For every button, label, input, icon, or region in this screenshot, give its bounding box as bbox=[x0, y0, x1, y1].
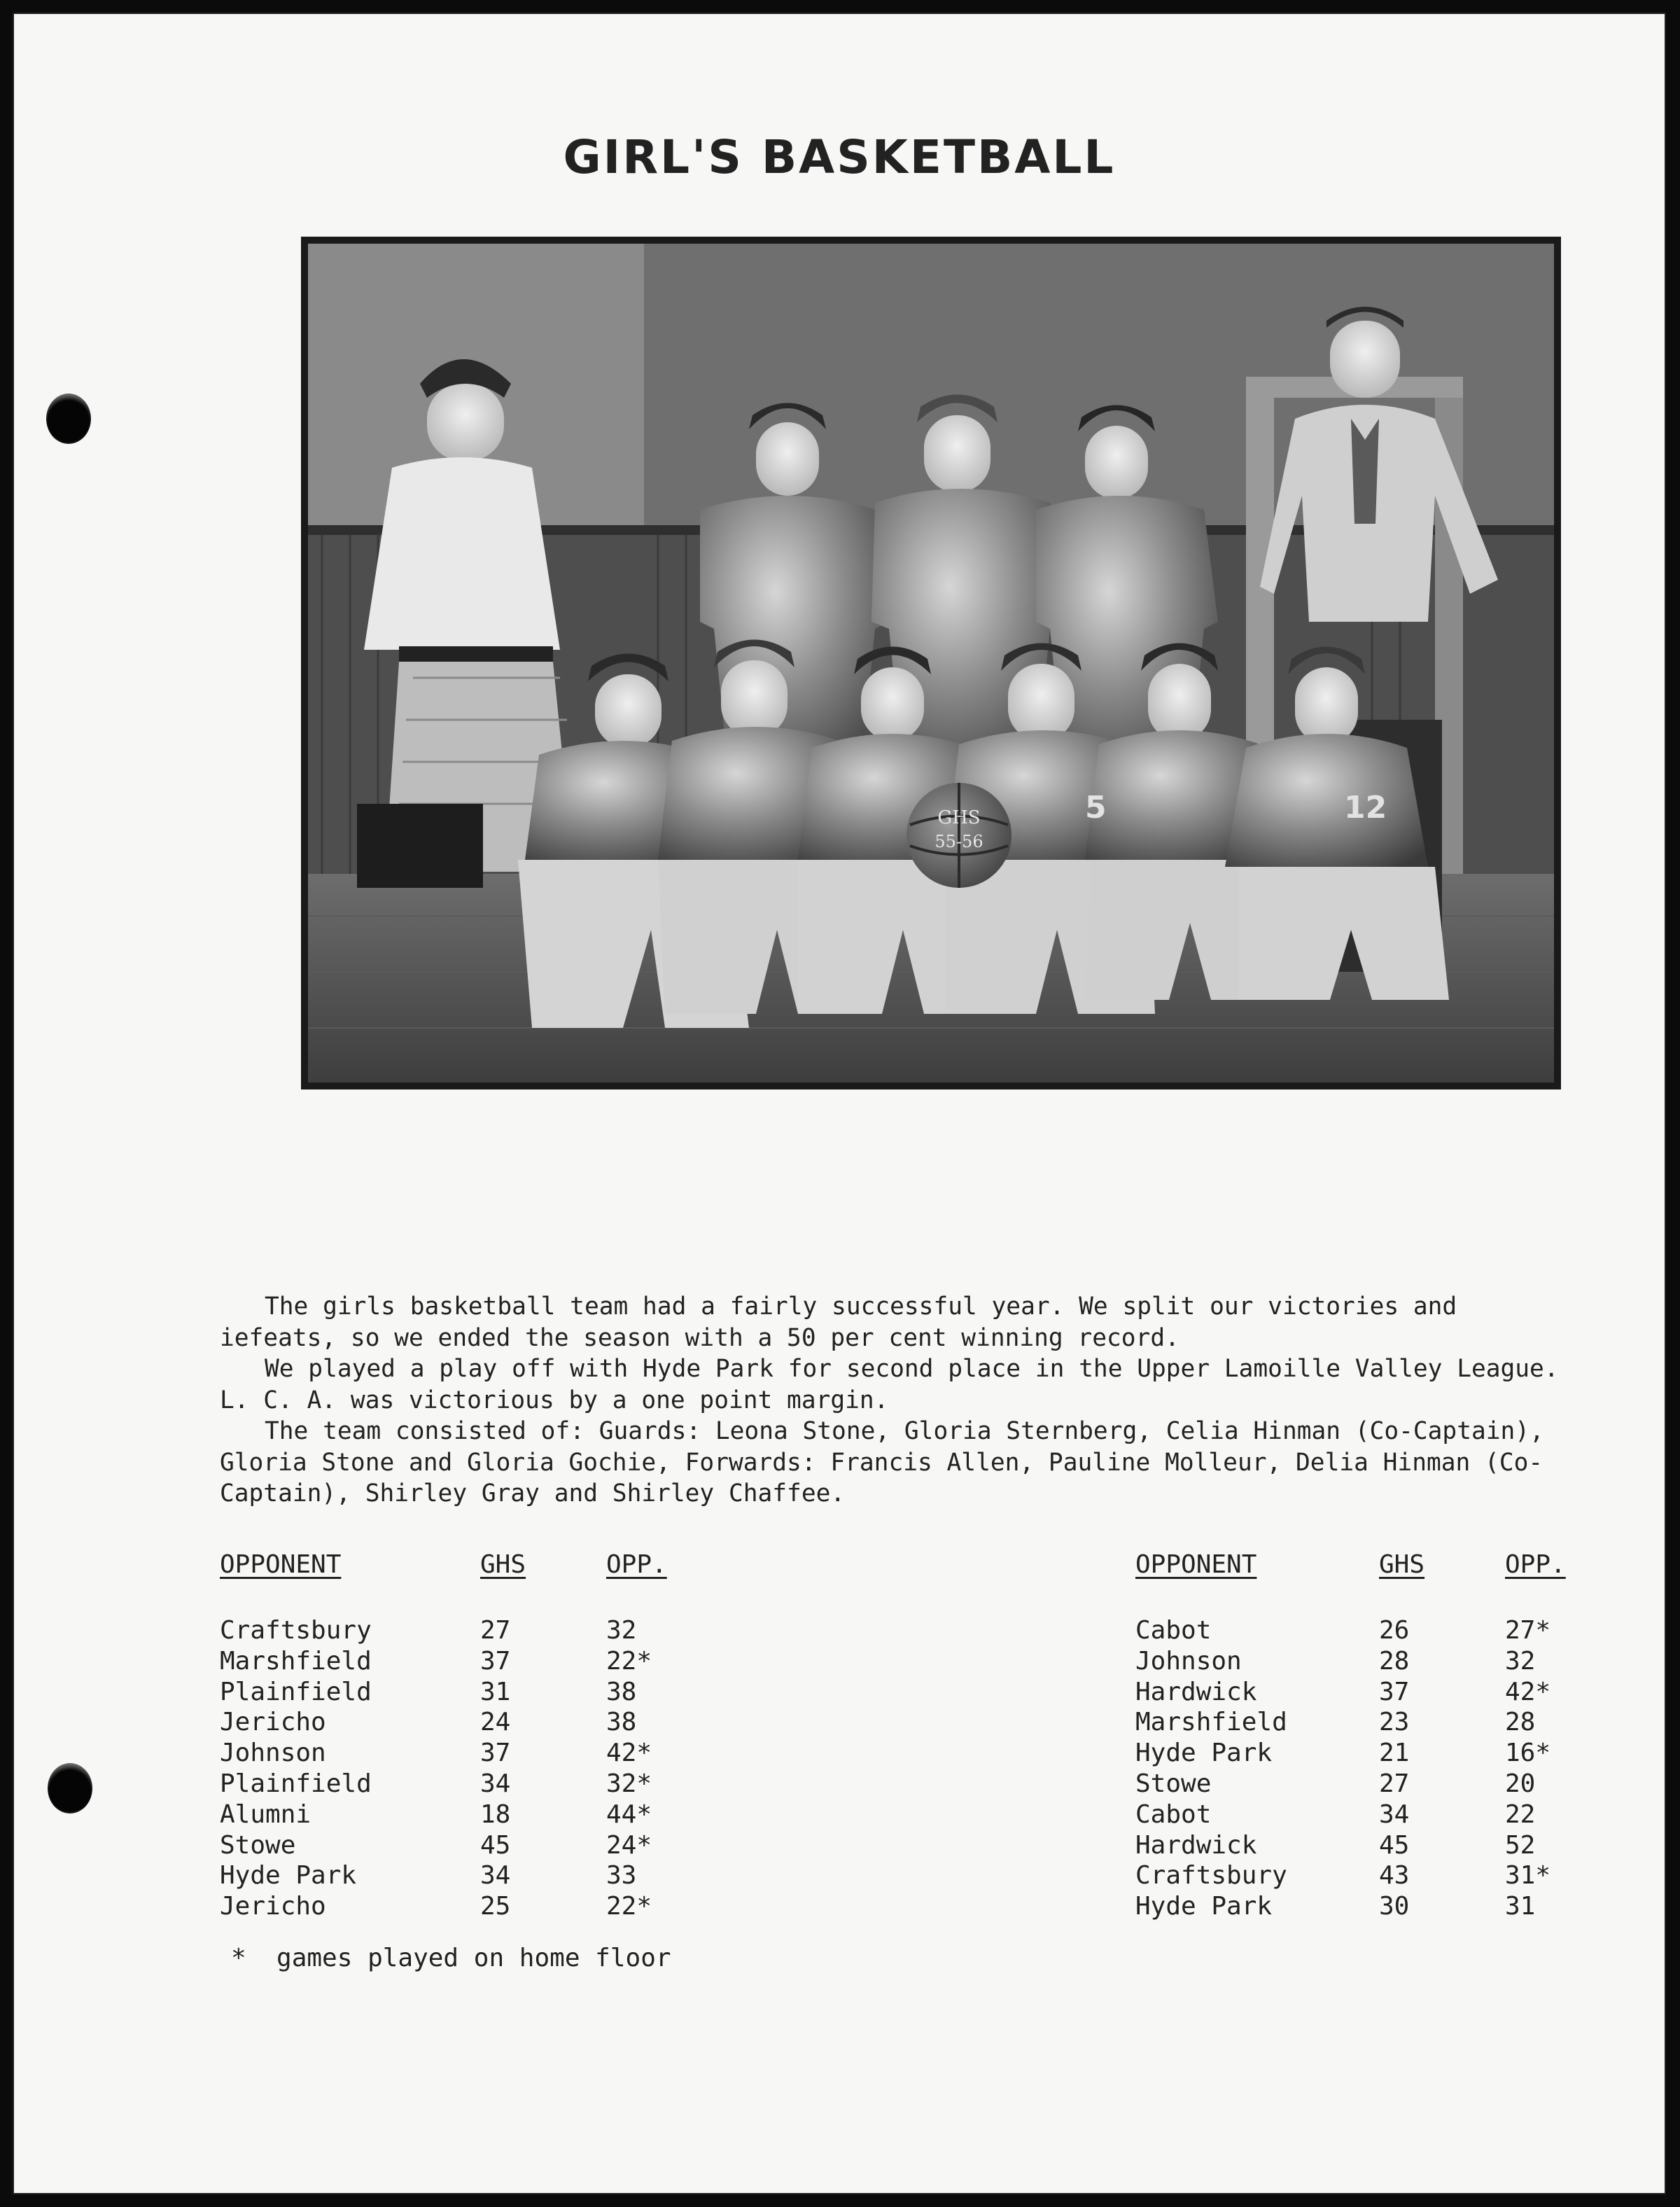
opponent-cell: Marshfield bbox=[220, 1646, 372, 1676]
opponent-cell: Jericho bbox=[220, 1708, 326, 1737]
jersey-number: 5 bbox=[1085, 790, 1107, 826]
header-opp: OPP. bbox=[1505, 1550, 1566, 1579]
ghs-score-cell: 43 bbox=[1379, 1861, 1410, 1891]
punch-hole-top bbox=[46, 394, 91, 444]
opponent-cell: Hyde Park bbox=[1135, 1892, 1273, 1921]
ghs-score-cell: 45 bbox=[1379, 1830, 1410, 1860]
opponent-cell: Johnson bbox=[220, 1739, 326, 1768]
opp-score-cell: 38 bbox=[606, 1677, 637, 1706]
opponent-cell: Plainfield bbox=[220, 1677, 372, 1706]
ghs-score-cell: 24 bbox=[480, 1708, 511, 1737]
opp-score-cell: 38 bbox=[606, 1708, 637, 1737]
opp-score-cell: 22* bbox=[606, 1892, 652, 1921]
opponent-cell: Cabot bbox=[1135, 1616, 1212, 1645]
opp-score-cell: 27* bbox=[1505, 1616, 1551, 1645]
ball-label-school: GHS bbox=[937, 807, 981, 828]
header-opponent: OPPONENT bbox=[220, 1550, 342, 1579]
ghs-score-cell: 18 bbox=[480, 1799, 511, 1829]
opp-score-cell: 42* bbox=[606, 1739, 652, 1768]
opp-score-cell: 22* bbox=[606, 1646, 652, 1676]
ghs-score-cell: 28 bbox=[1379, 1646, 1410, 1676]
opponent-cell: Hardwick bbox=[1135, 1677, 1257, 1706]
header-ghs: GHS bbox=[480, 1550, 526, 1579]
opp-score-cell: 42* bbox=[1505, 1677, 1551, 1706]
paragraph: The team consisted of: Guards: Leona Stone, Gloria Sternberg, Celia Hinman (Co-Captain), Gloria Stone and Gloria Gochie, Forwards: Francis Allen, Pauline Molleur, Delia Hinman (Co-Captain), Shirley Gray and Shirley Chaffee. bbox=[220, 1417, 1544, 1508]
opponent-cell: Craftsbury bbox=[1135, 1861, 1287, 1891]
ghs-score-cell: 31 bbox=[480, 1677, 511, 1706]
ghs-score-cell: 26 bbox=[1379, 1616, 1410, 1645]
team-photo-image bbox=[308, 244, 1554, 1082]
ghs-score-cell: 21 bbox=[1379, 1739, 1410, 1768]
ghs-score-cell: 23 bbox=[1379, 1708, 1410, 1737]
punch-hole-bottom bbox=[48, 1763, 92, 1813]
yearbook-page bbox=[13, 13, 1666, 2194]
ball-label-season: 55-56 bbox=[934, 832, 983, 851]
header-opponent: OPPONENT bbox=[1135, 1550, 1257, 1579]
ghs-score-cell: 34 bbox=[1379, 1799, 1410, 1829]
opp-score-cell: 22 bbox=[1505, 1799, 1536, 1829]
team-photo bbox=[301, 237, 1561, 1089]
footnote: * games played on home floor bbox=[231, 1944, 671, 1972]
opp-score-cell: 44* bbox=[606, 1799, 652, 1829]
opp-score-cell: 33 bbox=[606, 1861, 637, 1891]
opponent-cell: Marshfield bbox=[1135, 1708, 1287, 1737]
opp-score-cell: 32* bbox=[606, 1769, 652, 1798]
ghs-score-cell: 37 bbox=[480, 1739, 511, 1768]
opp-score-cell: 31 bbox=[1505, 1892, 1536, 1921]
opponent-cell: Hardwick bbox=[1135, 1830, 1257, 1860]
ghs-score-cell: 27 bbox=[1379, 1769, 1410, 1798]
paragraph: The girls basketball team had a fairly successful year. We split our victories and iefeats, so we ended the season with a 50 per cent winning record. bbox=[220, 1293, 1457, 1352]
opponent-cell: Alumni bbox=[220, 1799, 312, 1829]
jersey-number: 12 bbox=[1344, 790, 1387, 826]
ghs-score-cell: 45 bbox=[480, 1830, 511, 1860]
paragraph: We played a play off with Hyde Park for second place in the Upper Lamoille Valley League. L. C. A. was victorious by a one point margin. bbox=[220, 1355, 1559, 1414]
ghs-score-cell: 25 bbox=[480, 1892, 511, 1921]
opp-score-cell: 31* bbox=[1505, 1861, 1551, 1891]
opp-score-cell: 16* bbox=[1505, 1739, 1551, 1768]
ghs-score-cell: 34 bbox=[480, 1769, 511, 1798]
opponent-cell: Stowe bbox=[220, 1830, 296, 1860]
header-ghs: GHS bbox=[1379, 1550, 1425, 1579]
opp-score-cell: 24* bbox=[606, 1830, 652, 1860]
opp-score-cell: 28 bbox=[1505, 1708, 1536, 1737]
opponent-cell: Craftsbury bbox=[220, 1616, 372, 1645]
ghs-score-cell: 37 bbox=[1379, 1677, 1410, 1706]
opponent-cell: Hyde Park bbox=[220, 1861, 357, 1891]
opp-score-cell: 32 bbox=[606, 1616, 637, 1645]
opponent-cell: Johnson bbox=[1135, 1646, 1242, 1676]
ghs-score-cell: 27 bbox=[480, 1616, 511, 1645]
opp-score-cell: 52 bbox=[1505, 1830, 1536, 1860]
ghs-score-cell: 30 bbox=[1379, 1892, 1410, 1921]
opp-score-cell: 20 bbox=[1505, 1769, 1536, 1798]
opponent-cell: Stowe bbox=[1135, 1769, 1212, 1798]
page-title: GIRL'S BASKETBALL bbox=[563, 130, 1116, 184]
season-summary bbox=[220, 1291, 1578, 1510]
opponent-cell: Jericho bbox=[220, 1892, 326, 1921]
ghs-score-cell: 34 bbox=[480, 1861, 511, 1891]
ghs-score-cell: 37 bbox=[480, 1646, 511, 1676]
opponent-cell: Cabot bbox=[1135, 1799, 1212, 1829]
opp-score-cell: 32 bbox=[1505, 1646, 1536, 1676]
header-opp: OPP. bbox=[606, 1550, 667, 1579]
opponent-cell: Plainfield bbox=[220, 1769, 372, 1798]
opponent-cell: Hyde Park bbox=[1135, 1739, 1273, 1768]
